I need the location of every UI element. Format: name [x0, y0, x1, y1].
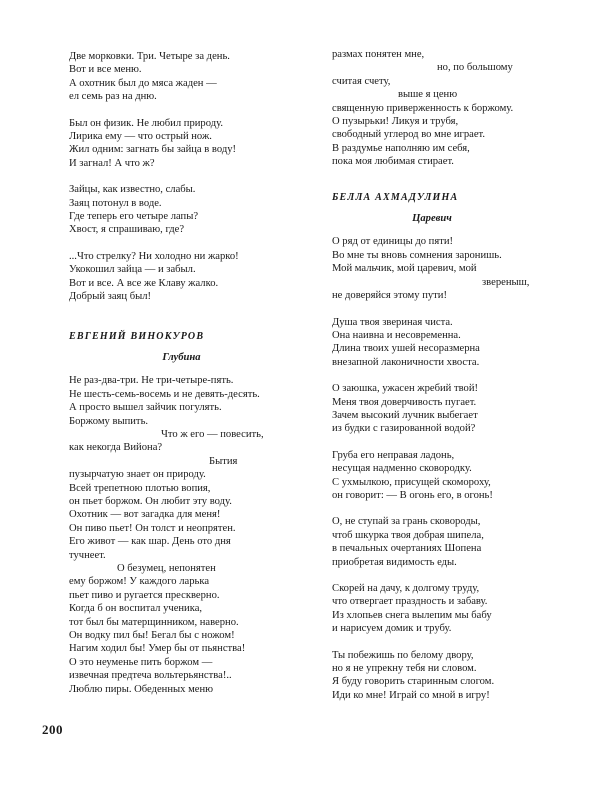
verse-line: Зайцы, как известно, слабы.	[69, 184, 196, 196]
verse-line: Укокошил зайца — и забыл.	[69, 264, 196, 276]
verse-line: Охотник — вот загадка для меня!	[69, 509, 221, 521]
verse-line: Боржому выпить.	[69, 415, 149, 427]
verse-line: С ухмылкою, присущей скомороху,	[332, 476, 491, 488]
verse-line: Добрый заяц был!	[69, 291, 152, 303]
verse-line: О пузырьки! Ликуя и трубя,	[332, 116, 459, 128]
verse-line: Лирика ему — что острый нож.	[69, 131, 212, 143]
verse-line: Она наивна и несовременна.	[332, 329, 461, 341]
verse-line: как некогда Вийона?	[69, 442, 163, 454]
verse-line: тот был бы матерщинником, наверно.	[69, 616, 239, 628]
verse-line: Хвост, я спрашиваю, где?	[69, 224, 185, 236]
page-number: 200	[42, 722, 63, 737]
verse-line: он пьет боржом. Он любит эту воду.	[69, 495, 232, 507]
poem-title: Царевич	[412, 213, 452, 225]
verse-line: Его живот — как шар. День ото дня	[69, 536, 231, 548]
verse-line: Зачем высокий лучник выбегает	[332, 409, 478, 421]
verse-line: священную приверженность к боржому.	[332, 102, 514, 114]
verse-line: Длина твоих ушей несоразмерна	[332, 343, 480, 355]
verse-line: и нарисуем домик и трубу.	[332, 623, 452, 635]
verse-line: Груба его неправая ладонь,	[332, 449, 455, 461]
verse-line: что отвергает праздность и забаву.	[332, 596, 488, 608]
verse-line: Во мне ты вновь сомнения заронишь.	[332, 249, 502, 261]
verse-line: размах понятен мне,	[332, 49, 425, 60]
verse-line: выше я ценю	[398, 89, 458, 101]
verse-line: О заюшка, ужасен жребий твой!	[332, 383, 479, 395]
verse-line: приобретая видимость еды.	[332, 556, 457, 568]
stanza	[332, 582, 532, 636]
verse-line: Я буду говорить старинным слогом.	[332, 676, 495, 688]
verse-line: ему боржом! У каждого ларька	[69, 576, 210, 588]
verse-line: Когда б он воспитал ученика,	[69, 603, 203, 615]
verse-line: Из хлопьев снега вылепим мы бабу	[332, 609, 492, 621]
verse-line: О безумец, непонятен	[117, 563, 216, 574]
stanza	[332, 316, 532, 370]
verse-line: Мой мальчик, мой царевич, мой	[332, 263, 477, 275]
verse-line: Всей трепетною плотью вопия,	[69, 482, 211, 494]
verse-line: Нагим ходил бы! Умер бы от пьянства!	[69, 643, 246, 655]
right-column	[332, 48, 532, 715]
verse-line: В раздумье наполняю им себя,	[332, 142, 470, 154]
poem-body-continued	[332, 48, 532, 169]
stanza	[69, 250, 294, 304]
verse-line: Две морковки. Три. Четыре за день.	[69, 51, 230, 62]
verse-line: Заяц потонул в воде.	[69, 197, 162, 209]
verse-line: пьет пиво и ругается прескверно.	[69, 589, 220, 601]
verse-line: внезапной лаконичности хвоста.	[332, 356, 480, 368]
stanza	[332, 235, 532, 302]
verse-line: пузырчатую знает он природу.	[69, 469, 206, 481]
poem-title: Глубина	[162, 351, 201, 363]
verse-line: тучнеет.	[69, 549, 106, 561]
verse-line: Душа твоя звериная чиста.	[332, 316, 453, 328]
verse-line: Меня твоя доверчивость пугает.	[332, 396, 477, 408]
verse-line: но, по большому	[437, 62, 513, 74]
verse-line: Был он физик. Не любил природу.	[69, 117, 223, 129]
stanza	[332, 649, 532, 703]
stanza	[69, 183, 294, 237]
verse-line: Жил одним: загнать бы зайца в воду!	[69, 144, 237, 156]
author-heading: БЕЛЛА АХМАДУЛИНА	[332, 191, 459, 203]
verse-line: чтоб шкурка твоя добрая шипела,	[332, 529, 484, 541]
verse-line: пока моя любимая стирает.	[332, 156, 454, 168]
verse-line: О, не ступай за грань сковороды,	[332, 516, 481, 528]
verse-line: Что ж его — повесить,	[161, 428, 264, 440]
verse-line: свободный углерод во мне играет.	[332, 129, 486, 141]
verse-line: Иди ко мне! Играй со мной в игру!	[332, 689, 490, 701]
left-column	[69, 50, 294, 709]
verse-line: И загнал! А что ж?	[69, 157, 155, 169]
verse-line: Вот и все меню.	[69, 64, 142, 76]
verse-line: О это неуменье пить боржом —	[69, 656, 213, 668]
verse-line: Не раз-два-три. Не три-четыре-пять.	[69, 375, 234, 387]
verse-line: из будки с газированной водой?	[332, 423, 476, 435]
verse-line: Он водку пил бы! Бегал бы с ножом!	[69, 630, 235, 642]
stanza	[69, 117, 294, 171]
verse-line: Вот и все. А все же Клаву жалко.	[69, 277, 219, 289]
verse-line: в печальных очертаниях Шопена	[332, 543, 482, 555]
stanza	[69, 50, 294, 104]
verse-line: не доверяйся этому пути!	[332, 290, 447, 302]
verse-line: Скорей на дачу, к долгому труду,	[332, 583, 480, 594]
verse-line: несущая надменно сковородку.	[332, 463, 472, 475]
verse-line: звереныш,	[482, 276, 530, 288]
verse-line: он говорит: — В огонь его, в огонь!	[332, 489, 493, 501]
verse-line: считая счету,	[332, 75, 391, 87]
author-heading: ЕВГЕНИЙ ВИНОКУРОВ	[69, 330, 205, 342]
poem-body	[69, 374, 294, 696]
verse-line: извечная предтеча вольтерьянства!..	[69, 670, 232, 682]
verse-line: Бытия	[209, 455, 238, 467]
verse-line: А охотник был до мяса жаден —	[69, 77, 217, 89]
verse-line: А просто вышел зайчик погулять.	[69, 402, 222, 414]
verse-line: ...Что стрелку? Ни холодно ни жарко!	[69, 250, 239, 262]
stanza	[332, 449, 532, 503]
verse-line: Не шесть-семь-восемь и не девять-десять.	[69, 388, 260, 400]
verse-line: Люблю пиры. Обеденных меню	[69, 683, 214, 695]
verse-line: Он пиво пьет! Он толст и неопрятен.	[69, 522, 236, 534]
verse-line: О ряд от единицы до пяти!	[332, 236, 454, 248]
verse-line: ел семь раз на дню.	[69, 91, 157, 103]
verse-line: Ты побежишь по белому двору,	[332, 649, 474, 661]
verse-line: Где теперь его четыре лапы?	[69, 211, 199, 223]
stanza	[332, 515, 532, 569]
stanza	[332, 382, 532, 436]
verse-line: но я не упрекну тебя ни словом.	[332, 663, 477, 675]
